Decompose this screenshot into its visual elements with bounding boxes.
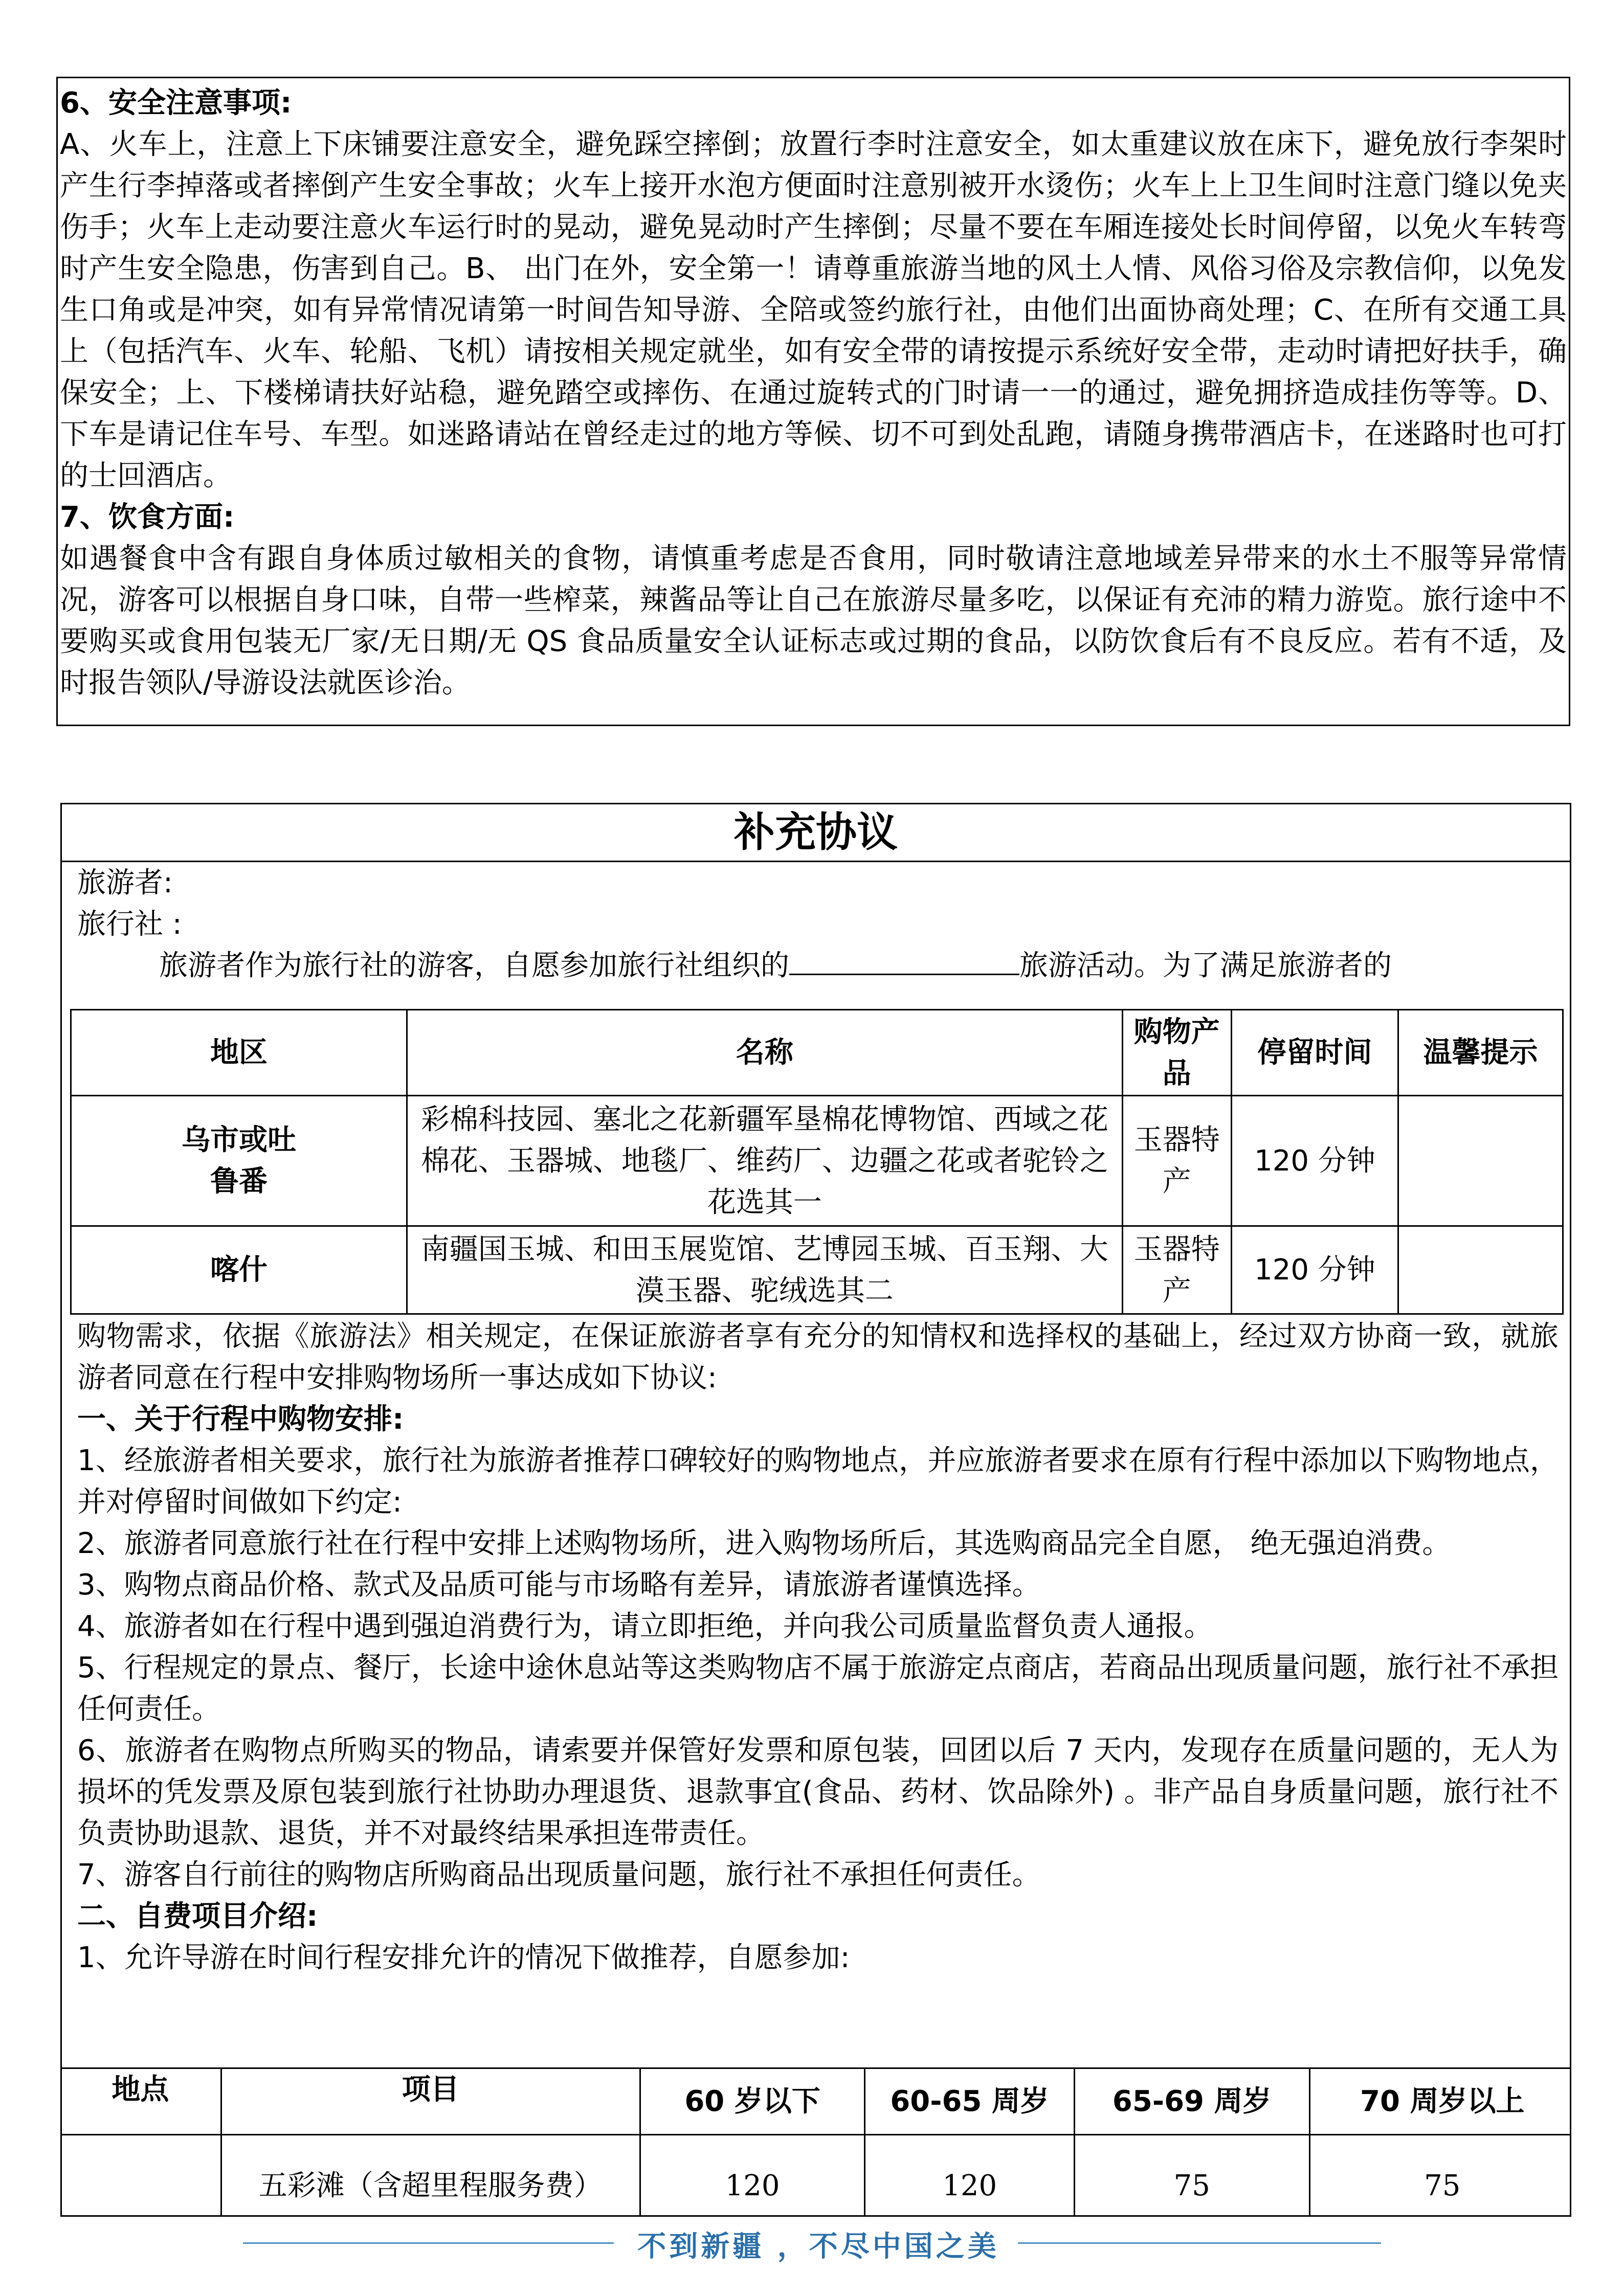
- intro-line: [77, 945, 1555, 986]
- section7-heading: 7、饮食方面:: [60, 501, 235, 534]
- footer-slogan: 不到新疆 ，不尽中国之美: [637, 2230, 999, 2263]
- agreement-title: 补充协议: [62, 804, 1570, 862]
- part1-item-2: 2、旅游者同意旅行社在行程中安排上述购物场所，进入购物场所后，其选购商品完全自愿， 绝无强迫消费。: [77, 1527, 1451, 1560]
- shop-region: 喀什: [71, 1226, 407, 1314]
- table-row: [71, 1096, 1563, 1226]
- section7-body: 如遇餐食中含有跟自身体质过敏相关的食物，请慎重考虑是否食用，同时敬请注意地域差异带来的水土不服等异常情况，游客可以根据自身口味，自带一些榨菜，辣酱品等让自己在旅游尽量多吃，以保证有充沛的精力游览。旅行途中不要购买或食用包装无厂家/无日期/无 QS 食品质量安全认证标志或过期的食品，以防饮食后有不良反应。若有不适，及时报告领队/导游设法就医诊治。: [60, 542, 1567, 700]
- section6-heading: 6、安全注意事项:: [60, 86, 292, 120]
- agency-label: 旅行社 :: [77, 908, 182, 941]
- fee-60-65: 120: [865, 2135, 1075, 2217]
- supplementary-agreement-box: [60, 803, 1571, 2217]
- shop-tip: [1398, 1096, 1563, 1226]
- shop-header-time: 停留时间: [1231, 1010, 1398, 1096]
- part1-item-1: 1、经旅游者相关要求，旅行社为旅游者推荐口碑较好的购物地点，并应旅游者要求在原有行程中添加以下购物地点，并对停留时间做如下约定:: [77, 1444, 1559, 1519]
- tourist-label: 旅游者:: [77, 866, 173, 899]
- shop-header-product: 购物产品: [1122, 1010, 1231, 1096]
- fee-70plus: 75: [1309, 2135, 1571, 2217]
- fee-header-under60: 60 岁以下: [640, 2068, 865, 2135]
- safety-diet-box: [56, 77, 1570, 726]
- fee-header-70plus: 70 周岁以上: [1309, 2068, 1571, 2135]
- shop-header-region: 地区: [71, 1010, 407, 1096]
- activity-blank: [789, 945, 1019, 975]
- fee-under60: 120: [640, 2135, 865, 2217]
- fee-item: 五彩滩（含超里程服务费）: [221, 2135, 640, 2217]
- fee-header-item: 项目: [221, 2068, 640, 2135]
- part2-item-1: 1、允许导游在时间行程安排允许的情况下做推荐，自愿参加:: [77, 1941, 850, 1974]
- shop-header-tip: 温馨提示: [1398, 1010, 1563, 1096]
- part1-item-7: 7、游客自行前往的购物店所购商品出现质量问题，旅行社不承担任何责任。: [77, 1858, 1041, 1892]
- shop-product: 玉器特产: [1122, 1096, 1231, 1226]
- fee-header-65-69: 65-69 周岁: [1074, 2068, 1309, 2135]
- intro-pre: 旅游者作为旅行社的游客，自愿参加旅行社组织的: [159, 949, 789, 982]
- shop-time: 120 分钟: [1231, 1096, 1398, 1226]
- fee-header-60-65: 60-65 周岁: [865, 2068, 1075, 2135]
- fee-header-place: 地点: [60, 2068, 221, 2135]
- table-row: [71, 1226, 1563, 1314]
- shopping-table: [70, 1009, 1564, 1315]
- part1-heading: 一、关于行程中购物安排:: [77, 1403, 404, 1436]
- fee-65-69: 75: [1074, 2135, 1309, 2217]
- section6-body: A、火车上，注意上下床铺要注意安全，避免踩空摔倒；放置行李时注意安全，如太重建议放在床下，避免放行李架时产生行李掉落或者摔倒产生安全事故；火车上接开水泡方便面时注意别被开水烫伤；火车上上卫生间时注意门缝以免夹伤手；火车上走动要注意火车运行时的晃动，避免晃动时产生摔倒；尽量不要在车厢连接处长时间停留，以免火车转弯时产生安全隐患，伤害到自己。B、 出门在外，安全第一！请尊重旅游当地的风土人情、风俗习俗及宗教信仰，以免发生口角或是冲突，如有异常情况请第一时间告知导游、全陪或签约旅行社，由他们出面协商处理；C、在所有交通工具上（包括汽车、火车、轮船、飞机）请按相关规定就坐，如有安全带的请按提示系统好安全带，走动时请把好扶手，确保安全；上、下楼梯请扶好站稳，避免踏空或摔伤、在通过旋转式的门时请一一的通过，避免拥挤造成挂伤等等。D、下车是请记住车号、车型。如迷路请站在曾经走过的地方等候、切不可到处乱跑，请随身携带酒店卡，在迷路时也可打的士回酒店。: [60, 128, 1567, 492]
- part1-item-5: 5、行程规定的景点、餐厅，长途中途休息站等这类购物店不属于旅游定点商店，若商品出现质量问题，旅行社不承担任何责任。: [77, 1651, 1559, 1726]
- part1-item-3: 3、购物点商品价格、款式及品质可能与市场略有差异，请旅游者谨慎选择。: [77, 1568, 1041, 1602]
- footer-line-left: [243, 2242, 614, 2244]
- footer-line-right: [1018, 2242, 1381, 2244]
- shop-header-name: 名称: [407, 1010, 1123, 1096]
- intro-post: 旅游活动。为了满足旅游者的: [1019, 949, 1392, 982]
- shop-region: 乌市或吐鲁番: [71, 1096, 407, 1226]
- shop-time: 120 分钟: [1231, 1226, 1398, 1314]
- optional-fee-table: [60, 2067, 1571, 2217]
- part1-item-4: 4、旅游者如在行程中遇到强迫消费行为，请立即拒绝，并向我公司质量监督负责人通报。: [77, 1610, 1213, 1643]
- shop-name: 彩棉科技园、塞北之花新疆军垦棉花博物馆、西域之花棉花、玉器城、地毯厂、维药厂、边疆之花或者驼铃之花选其一: [407, 1096, 1123, 1226]
- shop-product: 玉器特产: [1122, 1226, 1231, 1314]
- shop-name: 南疆国玉城、和田玉展览馆、艺博园玉城、百玉翔、大漠玉器、驼绒选其二: [407, 1226, 1123, 1314]
- part1-item-6: 6、旅游者在购物点所购买的物品，请索要并保管好发票和原包装，回团以后 7 天内，发现存在质量问题的，无人为损坏的凭发票及原包装到旅行社协助办理退货、退款事宜(食品、药材、饮品除外) 。非产品自身质量问题，旅行社不负责协助退款、退货，并不对最终结果承担连带责任。: [77, 1734, 1559, 1850]
- page-footer: [0, 2217, 1624, 2296]
- table-row: [60, 2135, 1571, 2217]
- shop-tip: [1398, 1226, 1563, 1314]
- part2-heading: 二、自费项目介绍:: [77, 1900, 318, 1933]
- fee-place: [60, 2135, 221, 2217]
- after-table-text: 购物需求，依据《旅游法》相关规定，在保证旅游者享有充分的知情权和选择权的基础上，经过双方协商一致，就旅游者同意在行程中安排购物场所一事达成如下协议:: [77, 1320, 1559, 1394]
